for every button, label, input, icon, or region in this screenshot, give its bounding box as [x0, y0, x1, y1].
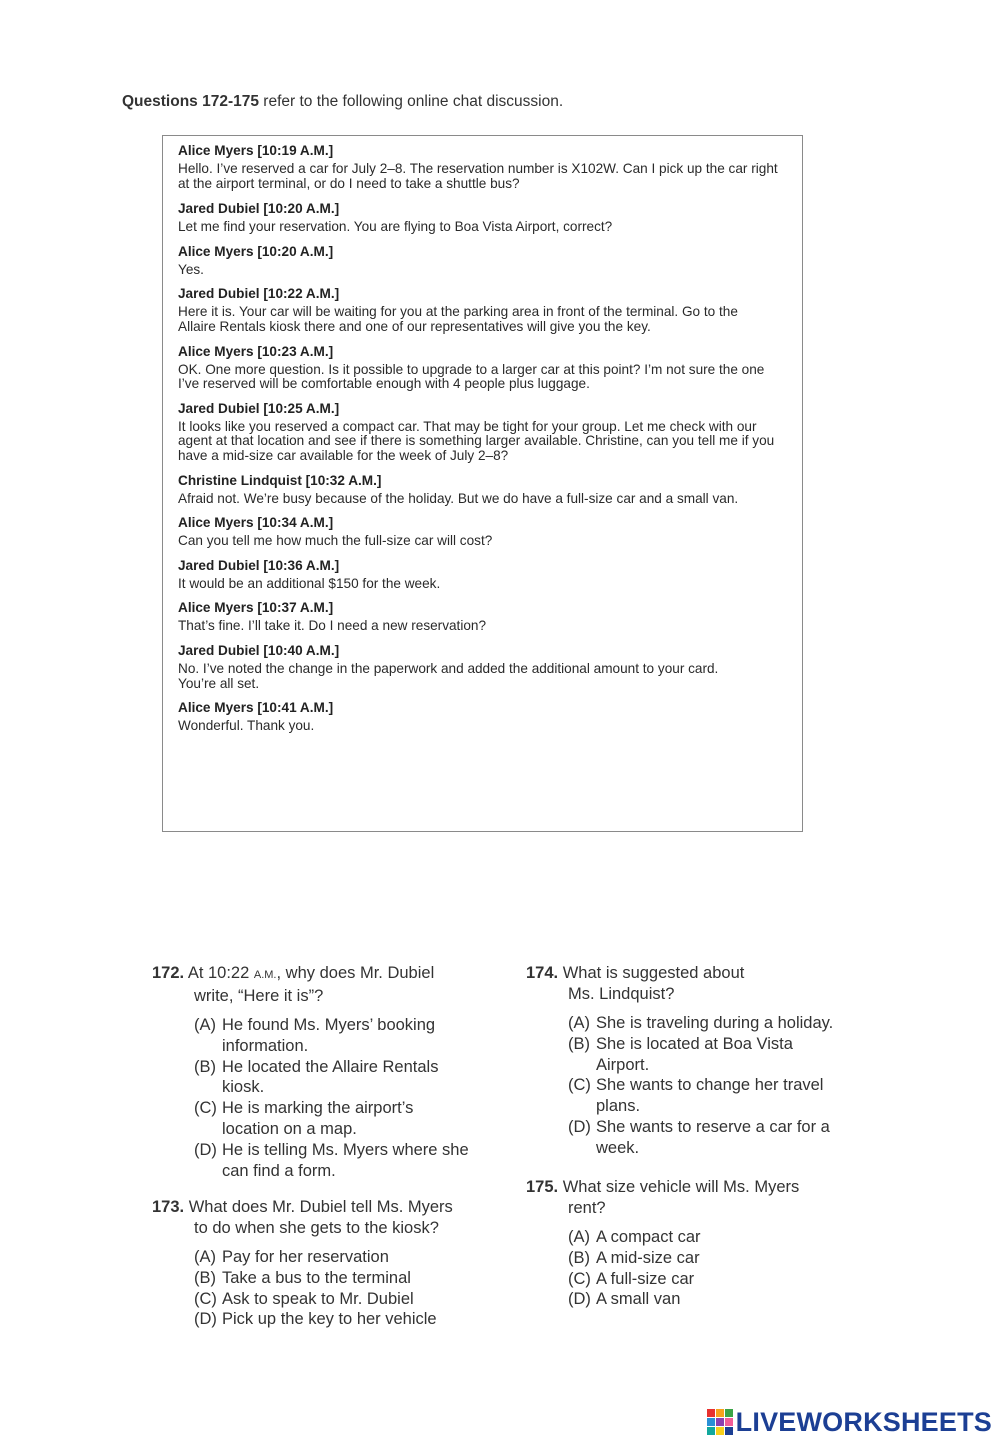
option-text: can find a form.: [222, 1161, 336, 1180]
chat-sender: Jared Dubiel [10:22 A.M.]: [178, 286, 340, 302]
question-stem: [526, 1177, 886, 1198]
answer-option-continued: [194, 1036, 512, 1057]
question-number: 173.: [152, 1198, 185, 1216]
logo-block: [707, 1418, 715, 1426]
option-text: Pick up the key to her vehicle: [222, 1310, 437, 1329]
answer-option[interactable]: [568, 1269, 886, 1290]
answer-option[interactable]: [568, 1013, 886, 1034]
answer-option-continued: [194, 1161, 512, 1182]
option-letter: (D): [194, 1310, 217, 1329]
answer-option[interactable]: [194, 1140, 512, 1161]
chat-message: [178, 558, 782, 592]
option-text: A compact car: [596, 1228, 701, 1246]
logo-mark-icon: [707, 1409, 733, 1435]
option-letter: (A): [568, 1228, 590, 1246]
chat-message: [178, 401, 782, 464]
chat-text: OK. One more question. Is it possible to upgrade to a larger car at this point? I’m not sure the one I’ve reserved will be comfortable enough with 4 people plus luggage.: [178, 361, 765, 392]
option-letter: (B): [568, 1248, 590, 1267]
answer-option[interactable]: [194, 1309, 512, 1330]
option-text: location on a map.: [222, 1119, 357, 1138]
option-text: She is traveling during a holiday.: [596, 1014, 834, 1032]
chat-sender: Alice Myers [10:34 A.M.]: [178, 515, 334, 531]
chat-sender: Alice Myers [10:37 A.M.]: [178, 600, 334, 616]
liveworksheets-logo[interactable]: [707, 1405, 992, 1439]
answer-option[interactable]: [568, 1117, 886, 1138]
options: [526, 1013, 886, 1159]
question-stem: [152, 1197, 512, 1218]
option-text: plans.: [596, 1097, 641, 1116]
question-number: 174.: [526, 964, 559, 982]
chat-text: That’s fine. I’ll take it. Do I need a new reservation?: [178, 618, 487, 634]
stem-am: A.M.: [253, 969, 277, 981]
stem-text: to do when she gets to the kiosk?: [194, 1219, 439, 1237]
option-text: He is telling Ms. Myers where she: [222, 1140, 469, 1159]
option-letter: (B): [194, 1057, 216, 1076]
option-letter: (D): [568, 1290, 591, 1309]
options: [152, 1015, 512, 1181]
stem-text: rent?: [568, 1199, 606, 1217]
question-number: 175.: [526, 1178, 559, 1196]
chat-sender: Christine Lindquist [10:32 A.M.]: [178, 472, 382, 488]
option-letter: (C): [194, 1289, 217, 1308]
question-174: [526, 963, 886, 1159]
chat-sender: Jared Dubiel [10:20 A.M.]: [178, 201, 340, 217]
stem-text: write, “Here it is”?: [194, 987, 324, 1005]
answer-option[interactable]: [194, 1289, 512, 1310]
chat-message: [178, 201, 782, 235]
chat-text: It looks like you reserved a compact car. That may be tight for your group. Let me check with our agent at that location and see if there is something larger available. Christine, can you tell me if you have a mid-size car available for the week of July 2–8?: [178, 418, 775, 463]
chat-text: It would be an additional $150 for the week.: [178, 575, 441, 591]
chat-text: Wonderful. Thank you.: [178, 718, 315, 734]
chat-sender: Jared Dubiel [10:40 A.M.]: [178, 642, 340, 658]
question-175: [526, 1177, 886, 1310]
passage-intro: [122, 93, 563, 111]
logo-block: [716, 1418, 724, 1426]
answer-option-continued: [194, 1077, 512, 1098]
answer-option[interactable]: [194, 1098, 512, 1119]
option-text: kiosk.: [222, 1078, 265, 1097]
chat-message: [178, 244, 782, 278]
chat-transcript: [162, 135, 803, 832]
answer-option[interactable]: [194, 1247, 512, 1268]
chat-message: [178, 643, 782, 691]
chat-sender: Alice Myers [10:41 A.M.]: [178, 700, 334, 716]
answer-option[interactable]: [568, 1034, 886, 1055]
stem-text: At 10:22: [187, 964, 254, 982]
chat-sender: Alice Myers [10:19 A.M.]: [178, 143, 334, 158]
option-text: Airport.: [596, 1055, 650, 1074]
option-letter: (C): [194, 1099, 217, 1118]
chat-sender: Alice Myers [10:23 A.M.]: [178, 343, 334, 359]
option-text: She is located at Boa Vista: [596, 1034, 793, 1053]
option-letter: (C): [568, 1269, 591, 1288]
option-text: He is marking the airport’s: [222, 1099, 414, 1118]
option-letter: (A): [194, 1248, 216, 1266]
chat-message: [178, 515, 782, 549]
chat-sender: Jared Dubiel [10:25 A.M.]: [178, 400, 340, 416]
answer-option[interactable]: [568, 1075, 886, 1096]
chat-text: Yes.: [178, 261, 204, 277]
stem-text: , why does Mr. Dubiel: [276, 964, 435, 982]
chat-text: Here it is. Your car will be waiting for you at the parking area in front of the terminal. Go to the Allaire Rentals kiosk there and one of our representatives will give you the key.: [178, 304, 738, 334]
option-text: Pay for her reservation: [222, 1248, 389, 1266]
logo-block: [725, 1427, 733, 1435]
option-letter: (A): [194, 1016, 216, 1034]
option-letter: (C): [568, 1076, 591, 1095]
options: [526, 1227, 886, 1310]
stem-text: Ms. Lindquist?: [568, 985, 675, 1003]
option-text: She wants to change her travel: [596, 1076, 824, 1095]
option-text: A small van: [596, 1290, 681, 1309]
answer-option-continued: [568, 1055, 886, 1076]
options: [152, 1247, 512, 1330]
option-text: Take a bus to the terminal: [222, 1268, 411, 1287]
chat-message: [178, 344, 782, 392]
answer-option[interactable]: [568, 1248, 886, 1269]
option-text: He found Ms. Myers’ booking: [222, 1016, 436, 1034]
chat-text: Can you tell me how much the full-size car will cost?: [178, 533, 493, 549]
option-letter: (B): [568, 1034, 590, 1053]
answer-option[interactable]: [194, 1268, 512, 1289]
chat-message: [178, 143, 782, 191]
logo-block: [725, 1418, 733, 1426]
logo-block: [725, 1409, 733, 1417]
stem-text: What size vehicle will Ms. Myers: [562, 1178, 800, 1196]
option-letter: (B): [194, 1268, 216, 1287]
logo-block: [707, 1427, 715, 1435]
option-text: A mid-size car: [596, 1248, 700, 1267]
answer-option-continued: [568, 1096, 886, 1117]
question-172: [152, 963, 512, 1181]
chat-sender: Jared Dubiel [10:36 A.M.]: [178, 557, 340, 573]
option-text: week.: [596, 1138, 640, 1157]
question-stem: [526, 963, 886, 984]
chat-text: Hello. I’ve reserved a car for July 2–8. The reservation number is X102W. Can I pick up the car right at the airport terminal, or do I need to take a shuttle bus?: [178, 161, 778, 191]
answer-option[interactable]: [194, 1015, 512, 1036]
option-text: A full-size car: [596, 1269, 695, 1288]
chat-message: [178, 286, 782, 334]
answer-option[interactable]: [194, 1057, 512, 1078]
chat-text: Afraid not. We’re busy because of the holiday. But we do have a full-size car and a small van.: [178, 490, 739, 506]
question-stem: [152, 963, 512, 986]
logo-block: [716, 1409, 724, 1417]
option-letter: (A): [568, 1014, 590, 1032]
answer-option[interactable]: [568, 1227, 886, 1248]
chat-sender: Alice Myers [10:20 A.M.]: [178, 243, 334, 259]
chat-text: Let me find your reservation. You are flying to Boa Vista Airport, correct?: [178, 219, 613, 235]
question-number: 172.: [152, 964, 185, 982]
chat-text: No. I’ve noted the change in the paperwork and added the additional amount to your card. You’re all set.: [178, 660, 719, 691]
chat-message: [178, 473, 782, 507]
option-text: He located the Allaire Rentals: [222, 1057, 439, 1076]
answer-option-continued: [568, 1138, 886, 1159]
question-173: [152, 1197, 512, 1330]
option-text: She wants to reserve a car for a: [596, 1117, 830, 1136]
stem-text: What is suggested about: [562, 964, 745, 982]
option-letter: (D): [568, 1117, 591, 1136]
stem-text: What does Mr. Dubiel tell Ms. Myers: [188, 1198, 453, 1216]
option-text: information.: [222, 1036, 309, 1055]
chat-message: [178, 700, 782, 734]
option-letter: (D): [194, 1140, 217, 1159]
answer-option-continued: [194, 1119, 512, 1140]
intro-text: refer to the following online chat discussion.: [258, 93, 564, 110]
answer-option[interactable]: [568, 1289, 886, 1310]
question-range: Questions 172-175: [122, 93, 259, 110]
logo-block: [707, 1409, 715, 1417]
chat-message: [178, 600, 782, 634]
logo-block: [716, 1427, 724, 1435]
logo-wordmark: LIVEWORKSHEETS: [735, 1406, 992, 1437]
option-text: Ask to speak to Mr. Dubiel: [222, 1289, 414, 1308]
